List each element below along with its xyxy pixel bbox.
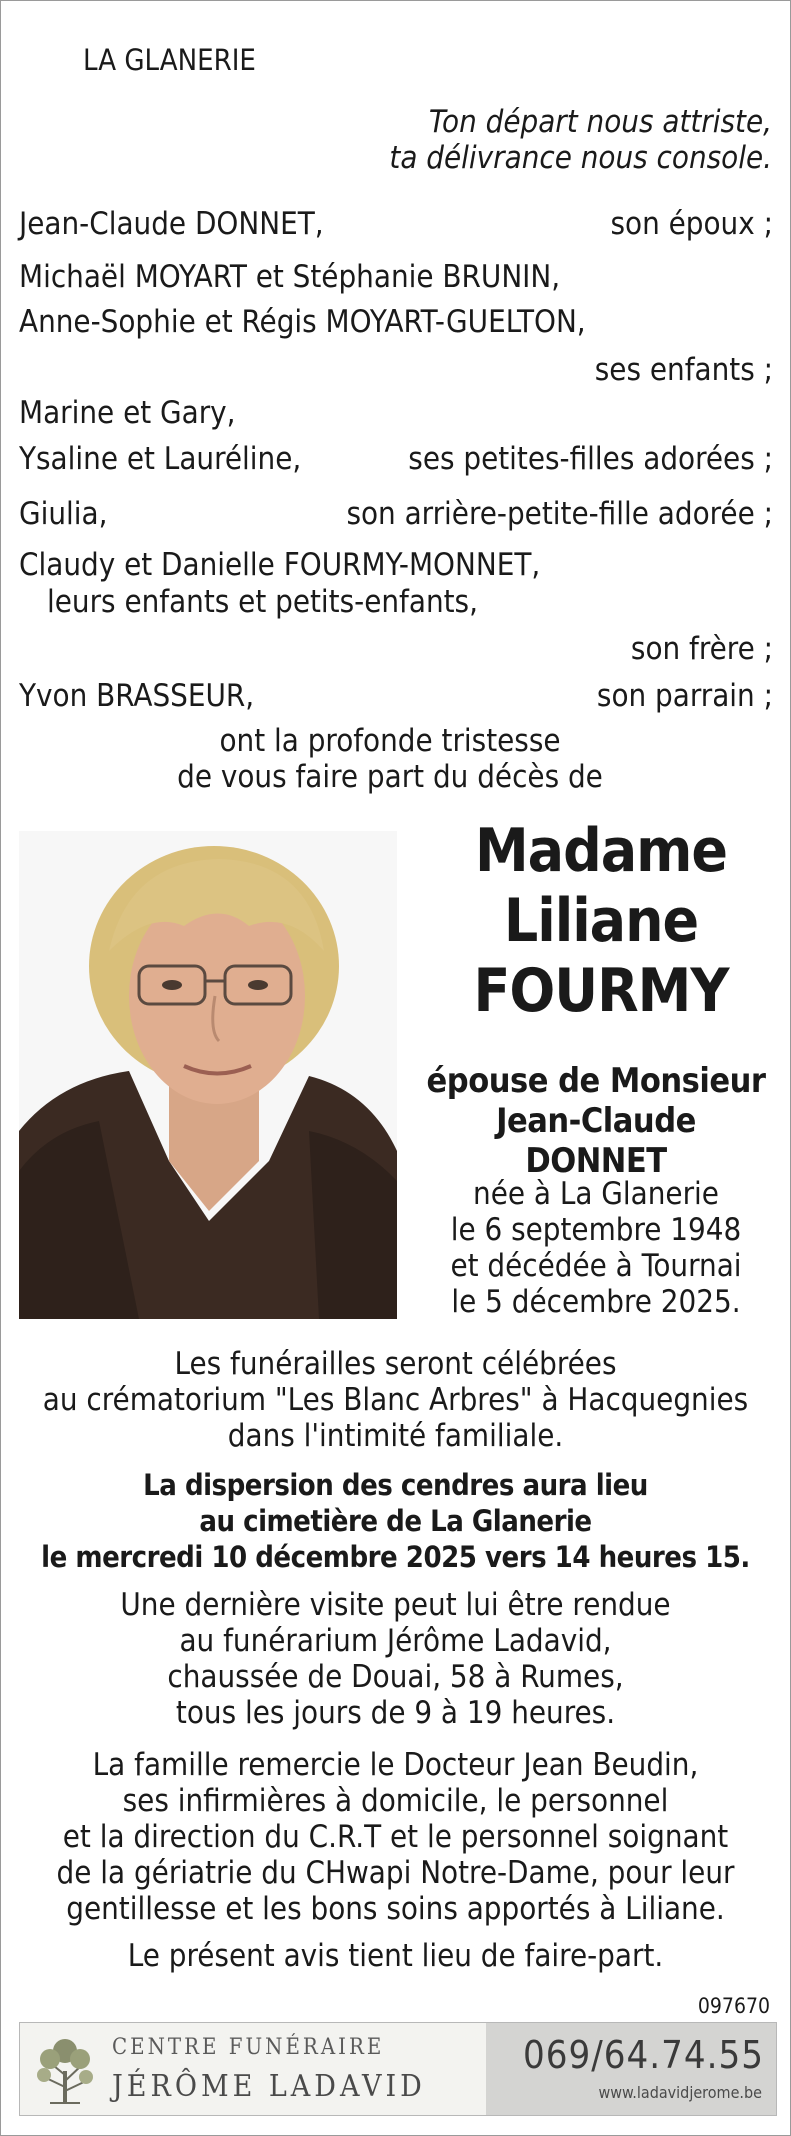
visit-info [1, 1587, 790, 1731]
family-relation: ses petites-filles adorées ; [408, 441, 773, 477]
deceased-title: Madame [474, 816, 728, 886]
thanks-line: de la gériatrie du CHwapi Notre-Dame, pour leur [56, 1855, 735, 1891]
spouse-line: Jean-Claude DONNET [496, 1101, 696, 1181]
funeral-home-banner [19, 2022, 777, 2116]
family-name: Ysaline et Lauréline, [19, 441, 302, 477]
visit-line: au funérarium Jérôme Ladavid, [179, 1623, 612, 1659]
family-row [19, 352, 773, 388]
birth-death-dates [421, 1176, 771, 1320]
epigraph-line: Ton départ nous attriste, [428, 104, 772, 140]
visit-line: Une dernière visite peut lui être rendue [120, 1587, 671, 1623]
announcement-line: de vous faire part du décès de [177, 759, 603, 795]
family-relation: ses enfants ; [594, 352, 773, 388]
thanks-line: et la direction du C.R.T et le personnel soignant [62, 1819, 729, 1855]
funeral-line: dans l'intimité familiale. [227, 1418, 564, 1454]
epigraph [389, 104, 772, 176]
family-relation: son arrière-petite-fille adorée ; [346, 496, 773, 532]
family-name: Michaël MOYART et Stéphanie BRUNIN, [19, 259, 561, 295]
tree-icon [30, 2031, 100, 2107]
phone-number: 069/64.74.55 [523, 2033, 764, 2077]
family-name: Yvon BRASSEUR, [19, 678, 255, 714]
family-name: Claudy et Danielle FOURMY-MONNET, [19, 547, 541, 583]
funeral-info [1, 1346, 790, 1454]
announcement-line: ont la profonde tristesse [219, 723, 561, 759]
family-row [19, 496, 773, 532]
reference-number: 097670 [697, 1994, 770, 2018]
dispersion-info [1, 1467, 790, 1575]
family-name: leurs enfants et petits-enfants, [47, 584, 478, 620]
family-row [19, 678, 773, 714]
deceased-first-name: Liliane [503, 886, 699, 956]
family-row [19, 259, 773, 295]
thanks-line: gentillesse et les bons soins apportés à Liliane. [66, 1891, 725, 1927]
family-row [19, 304, 773, 340]
family-name: Jean-Claude DONNET, [19, 206, 324, 242]
family-relation: son parrain ; [596, 678, 773, 714]
family-row [19, 584, 773, 620]
spouse-line: épouse de Monsieur [426, 1061, 766, 1101]
banner-line2: JÉRÔME LADAVID [112, 2069, 426, 2104]
dispersion-line: La dispersion des cendres aura lieu [143, 1468, 648, 1502]
family-row [19, 206, 773, 242]
visit-line: chaussée de Douai, 58 à Rumes, [167, 1659, 624, 1695]
thanks-line: ses infirmières à domicile, le personnel [122, 1783, 669, 1819]
family-name: Giulia, [19, 496, 108, 532]
family-name: Anne-Sophie et Régis MOYART-GUELTON, [19, 304, 586, 340]
epigraph-line: ta délivrance nous console. [389, 140, 772, 176]
dispersion-line: le mercredi 10 décembre 2025 vers 14 heures 15. [41, 1540, 750, 1574]
website-link[interactable]: www.ladavidjerome.be [598, 2083, 762, 2102]
deceased-name [461, 816, 741, 1026]
dispersion-line: au cimetière de La Glanerie [199, 1504, 592, 1538]
spouse-info [421, 1061, 771, 1181]
family-row [19, 547, 773, 583]
portrait-photo [19, 831, 397, 1319]
family-name: Marine et Gary, [19, 395, 236, 431]
announcement [1, 723, 791, 795]
family-relation: son frère ; [630, 631, 773, 667]
family-row [19, 395, 773, 431]
banner-line1: CENTRE FUNÉRAIRE [112, 2035, 385, 2060]
thanks-line: La famille remercie le Docteur Jean Beudin, [92, 1747, 699, 1783]
family-row [19, 441, 773, 477]
locality-header: LA GLANERIE [83, 43, 256, 77]
funeral-line: Les funérailles seront célébrées [174, 1346, 617, 1382]
date-line: le 5 décembre 2025. [451, 1284, 741, 1320]
date-line: et décédée à Tournai [450, 1248, 742, 1284]
family-row [19, 631, 773, 667]
visit-line: tous les jours de 9 à 19 heures. [175, 1695, 616, 1731]
thanks-info [1, 1747, 790, 1927]
notice-line: Le présent avis tient lieu de faire-part. [127, 1938, 664, 1974]
funeral-line: au crématorium "Les Blanc Arbres" à Hacquegnies [42, 1382, 749, 1418]
portrait-illustration [19, 831, 397, 1319]
date-line: le 6 septembre 1948 [450, 1212, 742, 1248]
date-line: née à La Glanerie [473, 1176, 719, 1212]
family-relation: son époux ; [610, 206, 773, 242]
deceased-last-name: FOURMY [473, 956, 729, 1026]
